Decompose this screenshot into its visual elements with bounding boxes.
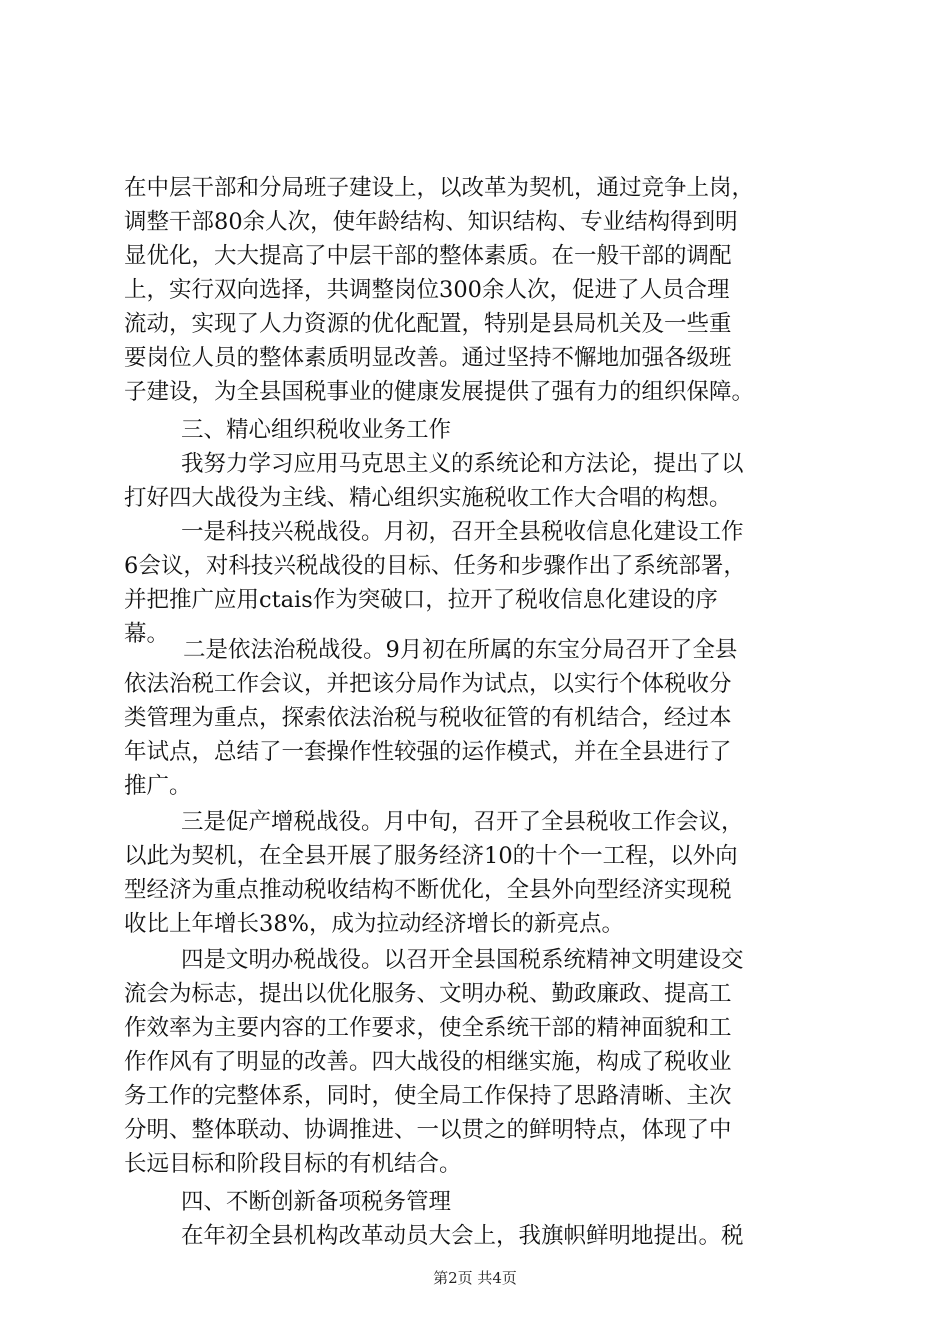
body-text-line: 在年初全县机构改革动员大会上，我旗帜鲜明地提出。税 <box>181 1223 744 1249</box>
body-text-line: 三是促产增税战役。月中旬，召开了全县税收工作会议， <box>181 809 744 835</box>
body-text-line: 依法治税工作会议，并把该分局作为试点，以实行个体税收分 <box>124 671 732 697</box>
body-text-line: 调整干部80余人次，使年龄结构、知识结构、专业结构得到明 <box>124 209 738 235</box>
body-text-line: 要岗位人员的整体素质明显改善。通过坚持不懈地加强各级班 <box>124 345 732 371</box>
body-text-line: 二是依法治税战役。9月初在所属的东宝分局召开了全县 <box>183 637 738 663</box>
section-heading: 四、不断创新备项税务管理 <box>181 1189 452 1215</box>
body-text-line: 一是科技兴税战役。月初，召开全县税收信息化建设工作 <box>181 519 744 545</box>
body-text-line: 流动，实现了人力资源的优化配置，特别是县局机关及一些重 <box>124 311 732 337</box>
body-text-line: 子建设，为全县国税事业的健康发展提供了强有力的组织保障。 <box>124 379 755 405</box>
body-text-line: 我努力学习应用马克思主义的系统论和方法论，提出了以 <box>181 451 744 477</box>
body-text-line: 年试点，总结了一套操作性较强的运作模式，并在全县进行了 <box>124 739 732 765</box>
body-text-line: 流会为标志，提出以优化服务、文明办税、勤政廉政、提高工 <box>124 981 732 1007</box>
body-text-line: 作效率为主要内容的工作要求，使全系统干部的精神面貌和工 <box>124 1015 732 1041</box>
body-text-line: 收比上年增长38%，成为拉动经济增长的新亮点。 <box>124 911 625 937</box>
body-text-line: 类管理为重点，探索依法治税与税收征管的有机结合，经过本 <box>124 705 732 731</box>
page-footer: 第2页 共4页 <box>433 1269 517 1287</box>
body-text-line: 以此为契机，在全县开展了服务经济10的十个一工程，以外向 <box>124 843 738 869</box>
body-text-line: 型经济为重点推动税收结构不断优化，全县外向型经济实现税 <box>124 877 732 903</box>
body-text-line: 显优化，大大提高了中层干部的整体素质。在一般干部的调配 <box>124 243 732 269</box>
body-text-line: 上，实行双向选择，共调整岗位300余人次，促进了人员合理 <box>124 277 730 303</box>
section-heading: 三、精心组织税收业务工作 <box>181 417 452 443</box>
body-text-line: 打好四大战役为主线、精心组织实施税收工作大合唱的构想。 <box>124 485 732 511</box>
body-text-line: 6会议，对科技兴税战役的目标、任务和步骤作出了系统部署， <box>124 553 746 579</box>
body-text-line: 并把推广应用ctais作为突破口，拉开了税收信息化建设的序 <box>124 587 718 613</box>
body-text-line: 务工作的完整体系，同时，使全局工作保持了思路清晰、主次 <box>124 1083 732 1109</box>
body-text-line: 分明、整体联动、协调推进、一以贯之的鲜明特点，体现了中 <box>124 1117 732 1143</box>
body-text-line: 长远目标和阶段目标的有机结合。 <box>124 1151 462 1177</box>
body-text-line: 推广。 <box>124 773 192 799</box>
body-text-line: 作作风有了明显的改善。四大战役的相继实施，构成了税收业 <box>124 1049 732 1075</box>
body-text-line: 幕。 <box>124 621 170 647</box>
body-text-line: 在中层干部和分局班子建设上，以改革为契机，通过竞争上岗， <box>124 175 755 201</box>
body-text-line: 四是文明办税战役。以召开全县国税系统精神文明建设交 <box>181 947 744 973</box>
